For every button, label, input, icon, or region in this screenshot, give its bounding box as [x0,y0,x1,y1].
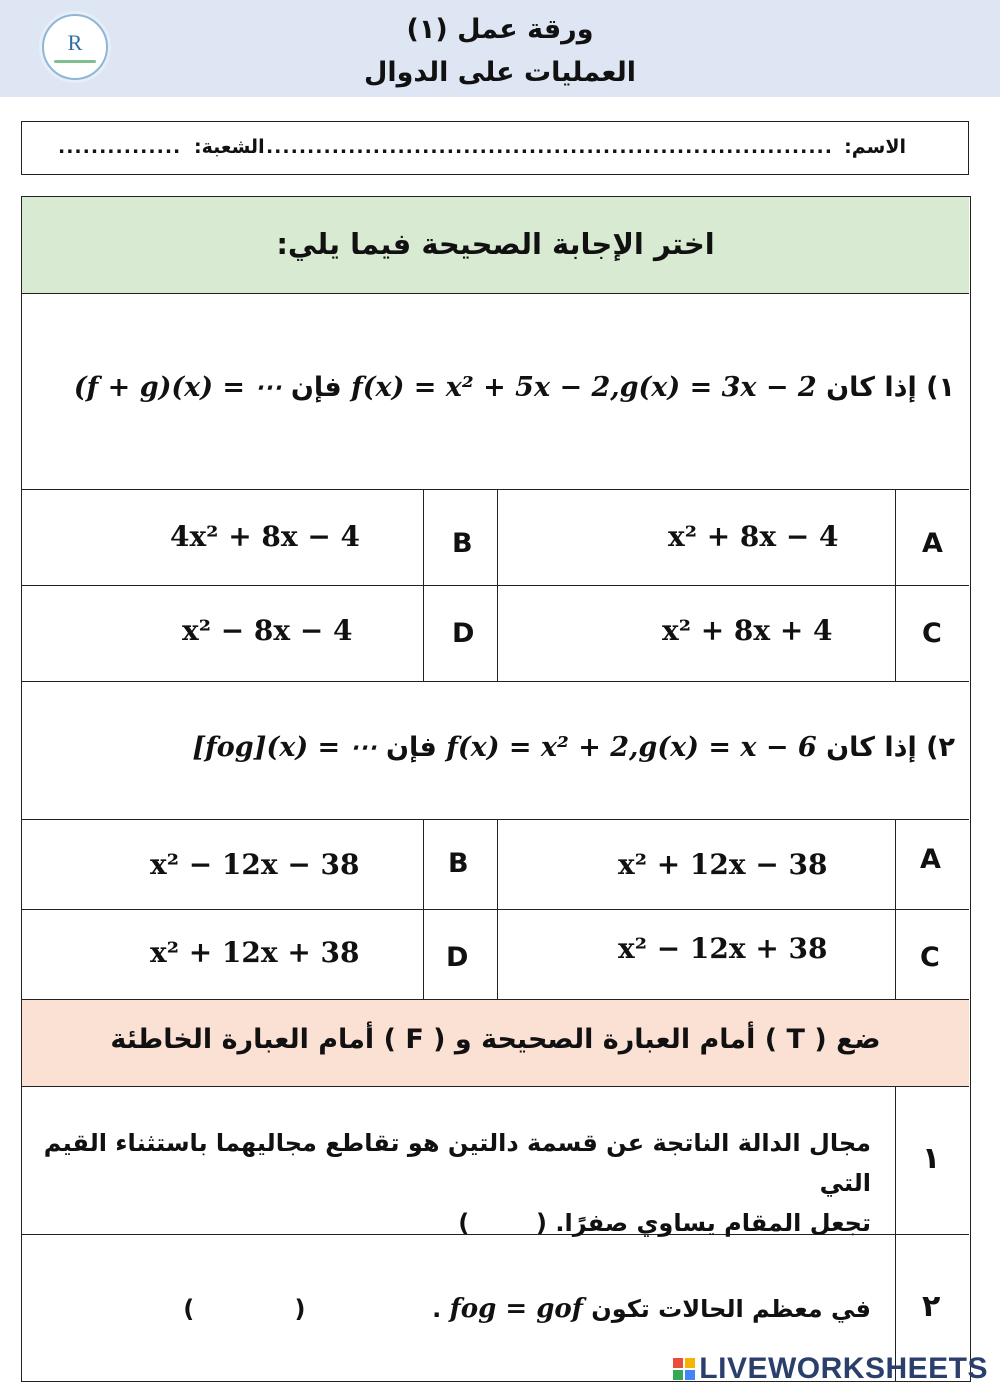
option-letter-cell-b [424,490,498,586]
worksheet-table [21,196,971,1382]
option-cell-c[interactable] [498,586,896,682]
option-letter-cell-c [896,586,969,682]
q2-option-letter-cell-c [896,910,969,999]
q2-option-letter-d: D [446,942,469,973]
option-letter-d: D [452,618,475,649]
section-label: الشعبة: [194,136,265,158]
option-b-value: 4x² + 8x − 4 [170,520,361,553]
tf-heading [22,999,969,1087]
tf-statement-2-line1: في معظم الحالات تكون [591,1295,871,1323]
q2-option-c-value: x² − 12x + 38 [618,932,828,965]
worksheet-subtitle: العمليات على الدوال [363,57,637,88]
option-c-value: x² + 8x + 4 [662,614,833,647]
tf-statement-2-blank[interactable]: ( ) [183,1295,306,1323]
option-cell-b[interactable] [22,490,424,586]
worksheet-title: ورقة عمل (١) [406,14,594,45]
option-cell-a[interactable] [498,490,896,586]
question-2 [22,682,969,820]
question-1-ask: (f + g)(x) = ⋯ [73,372,282,403]
option-letter-cell-d [424,586,498,682]
question-1-text [44,372,955,403]
q2-option-letter-a: A [920,844,941,875]
name-label: الاسم: [844,136,906,158]
option-letter-b: B [452,528,473,559]
q2-option-letter-c: C [920,942,940,973]
tf-statement-1-line2: تجعل المقام يساوي صفرًا. [555,1209,871,1237]
option-d-value: x² − 8x − 4 [182,614,353,647]
question-2-number: ٢) [926,732,955,763]
watermark-text: LIVEWORKSHEETS [699,1352,988,1385]
mcq-heading [22,197,969,294]
question-2-ask: [fog](x) = ⋯ [192,732,377,763]
q2-option-cell-a[interactable] [498,820,896,910]
q2-option-letter-b: B [448,848,469,879]
question-2-given: f(x) = x² + 2,g(x) = x − 6 [446,732,817,763]
header-banner [0,0,1000,97]
q2-option-cell-c[interactable] [498,910,896,999]
tf-statement-1 [22,1087,896,1235]
q2-option-letter-cell-a [896,820,969,910]
mcq-heading-text: اختر الإجابة الصحيحة فيما يلي: [276,227,715,261]
question-1-then: فإن [290,372,342,403]
question-1-if: إذا كان [826,372,917,403]
q2-option-d-value: x² + 12x + 38 [150,936,360,969]
question-1-number: ١) [926,372,955,403]
q2-option-cell-b[interactable] [22,820,424,910]
liveworksheets-watermark [673,1352,988,1386]
tf-statement-1-line1: مجال الدالة الناتجة عن قسمة دالتين هو تقاطع مجاليهما باستثناء القيم التي [43,1129,871,1197]
tf-statement-1-text [41,1123,871,1243]
tf-number-cell-1 [896,1087,969,1235]
tf-statement-1-blank[interactable]: ( ) [458,1209,547,1237]
option-letter-cell-a [896,490,969,586]
option-a-value: x² + 8x − 4 [668,520,839,553]
q2-option-letter-cell-d [424,910,498,999]
q2-option-b-value: x² − 12x − 38 [150,848,360,881]
question-2-if: إذا كان [826,732,917,763]
question-2-text [44,732,955,763]
option-letter-a: A [922,528,943,559]
q2-option-a-value: x² + 12x − 38 [618,848,828,881]
student-info-box [21,121,969,175]
question-2-then: فإن [385,732,437,763]
liveworksheets-logo-icon [673,1358,695,1380]
tf-heading-text: ضع ( T ) أمام العبارة الصحيحة و ( F ) أمام العبارة الخاطئة [110,1024,881,1055]
tf-number-2: ٢ [922,1289,941,1324]
option-cell-d[interactable] [22,586,424,682]
logo-letter: R [67,30,83,55]
question-1-given: f(x) = x² + 5x − 2,g(x) = 3x − 2 [351,372,817,403]
question-1 [22,294,969,490]
name-field[interactable]: ...................................................................... [257,136,833,158]
section-field[interactable]: ............... [58,136,182,158]
tf-statement-2-math: fog = gof [449,1294,583,1324]
tf-statement-2-text: في معظم الحالات تكون fog = gof . ( ) [183,1294,871,1324]
q2-option-letter-cell-b [424,820,498,910]
option-letter-c: C [922,618,942,649]
q2-option-cell-d[interactable] [22,910,424,999]
tf-number-1: ١ [922,1141,941,1176]
